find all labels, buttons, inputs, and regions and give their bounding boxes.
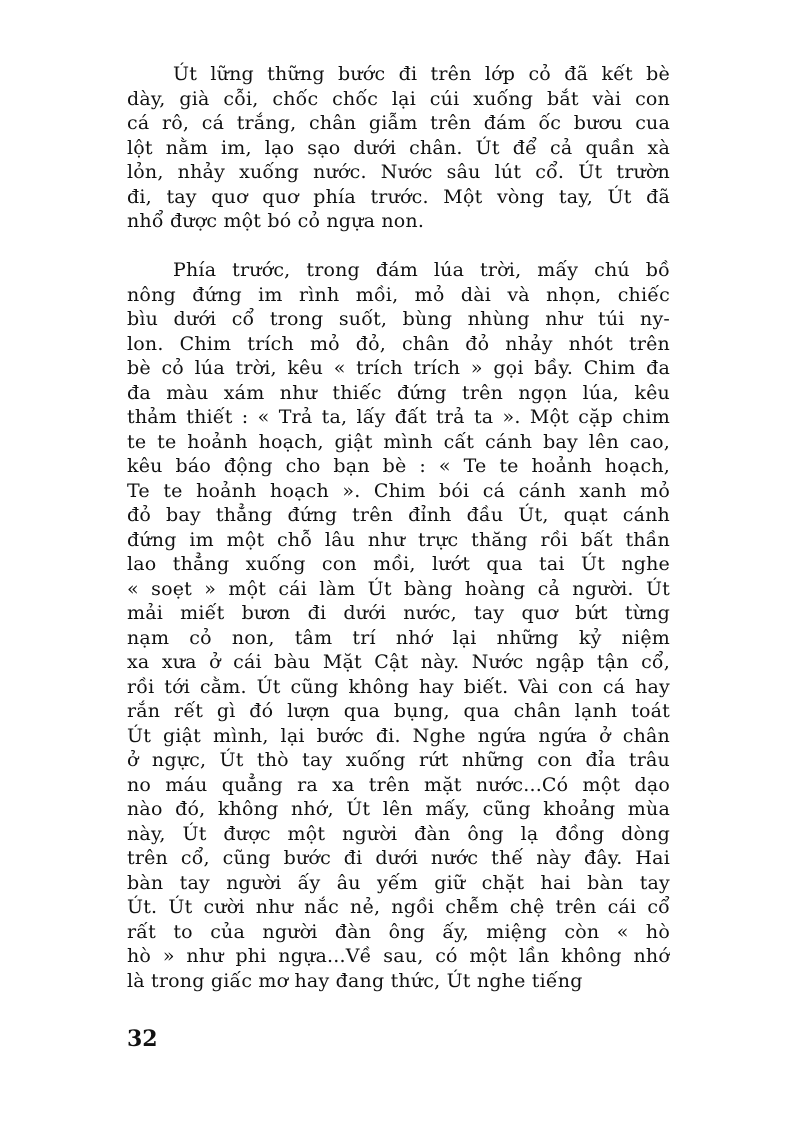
text-line: này, Út được một người đàn ông lạ đồng dòng [127, 822, 670, 845]
text-line: no máu quẳng ra xa trên mặt nước...Có một dạo [127, 773, 670, 796]
text-line: nào đó, không nhớ, Út lên mấy, cũng khoảng mùa [127, 798, 670, 820]
text-line: nạm cỏ non, tâm trí nhớ lại những kỷ niệm [127, 626, 670, 649]
text-line: cá rô, cá trắng, chân giẫm trên đám ốc bươu cua [127, 112, 670, 134]
page-number: 32 [127, 1026, 158, 1052]
text-line: lột nằm im, lạo sạo dưới chân. Út để cả quần xà [127, 136, 670, 159]
text-line: hò » như phi ngựa...Về sau, có một lần không nhớ [127, 945, 670, 967]
text-line: rắn rết gì đó lượn qua bụng, qua chân lạnh toát [127, 700, 670, 722]
text-line: kêu báo động cho bạn bè : « Te te hoảnh hoạch, [127, 455, 670, 477]
text-line: Te te hoảnh hoạch ». Chim bói cá cánh xanh mỏ [127, 479, 670, 502]
text-line: lon. Chim trích mỏ đỏ, chân đỏ nhảy nhót trên [127, 332, 670, 355]
text-line: đa màu xám như thiếc đứng trên ngọn lúa, kêu [127, 381, 670, 404]
text-line: đi, tay quơ quơ phía trước. Một vòng tay, Út đã [127, 185, 670, 208]
text-line: bàn tay người ấy âu yếm giữ chặt hai bàn tay [127, 871, 670, 894]
text-line: Phía trước, trong đám lúa trời, mấy chú bồ [173, 259, 670, 281]
text-line: « soẹt » một cái làm Út bàng hoàng cả người. Út [127, 577, 670, 600]
text-line: Út lững thững bước đi trên lớp cỏ đã kết bè [173, 63, 670, 85]
paragraph-1 [127, 62, 670, 234]
text-line: mải miết bươn đi dưới nước, tay quơ bứt từng [127, 602, 670, 624]
text-line: bìu dưới cổ trong suốt, bùng nhùng như túi ny- [127, 308, 670, 330]
text-line: bè cỏ lúa trời, kêu « trích trích » gọi bầy. Chim đa [127, 357, 670, 379]
text-line: là trong giấc mơ hay đang thức, Út nghe tiếng [127, 969, 583, 992]
text-line: Út giật mình, lại bước đi. Nghe ngứa ngứa ở chân [127, 724, 670, 747]
text-line: nông đứng im rình mồi, mỏ dài và nhọn, chiếc [127, 283, 670, 306]
text-line: thảm thiết : « Trả ta, lấy đất trả ta ». Một cặp chim [127, 406, 670, 428]
text-line: lỏn, nhảy xuống nước. Nước sâu lút cổ. Út trườn [127, 161, 670, 183]
text-line: Út. Út cười như nắc nẻ, ngồi chễm chệ trên cái cổ [127, 896, 670, 918]
text-line: te te hoảnh hoạch, giật mình cất cánh bay lên cao, [127, 430, 670, 453]
paragraph-2 [127, 258, 670, 993]
text-line: ở ngực, Út thò tay xuống rứt những con đỉa trâu [127, 749, 670, 771]
text-line: lao thẳng xuống con mồi, lướt qua tai Út nghe [127, 553, 670, 575]
text-line: dày, già cỗi, chốc chốc lại cúi xuống bắt vài con [127, 87, 670, 110]
text-line: rất to của người đàn ông ấy, miệng còn « hò [127, 920, 670, 943]
text-line: xa xưa ở cái bàu Mặt Cật này. Nước ngập tận cổ, [127, 651, 670, 673]
text-line: đứng im một chỗ lâu như trực thăng rồi bất thần [127, 528, 670, 551]
text-line: đỏ bay thẳng đứng trên đỉnh đầu Út, quạt cánh [127, 504, 670, 526]
text-line: trên cổ, cũng bước đi dưới nước thế này đây. Hai [127, 847, 670, 869]
text-line: rồi tới cằm. Út cũng không hay biết. Vài con cá hay [127, 675, 670, 698]
text-line: nhổ được một bó cỏ ngựa non. [127, 210, 425, 232]
